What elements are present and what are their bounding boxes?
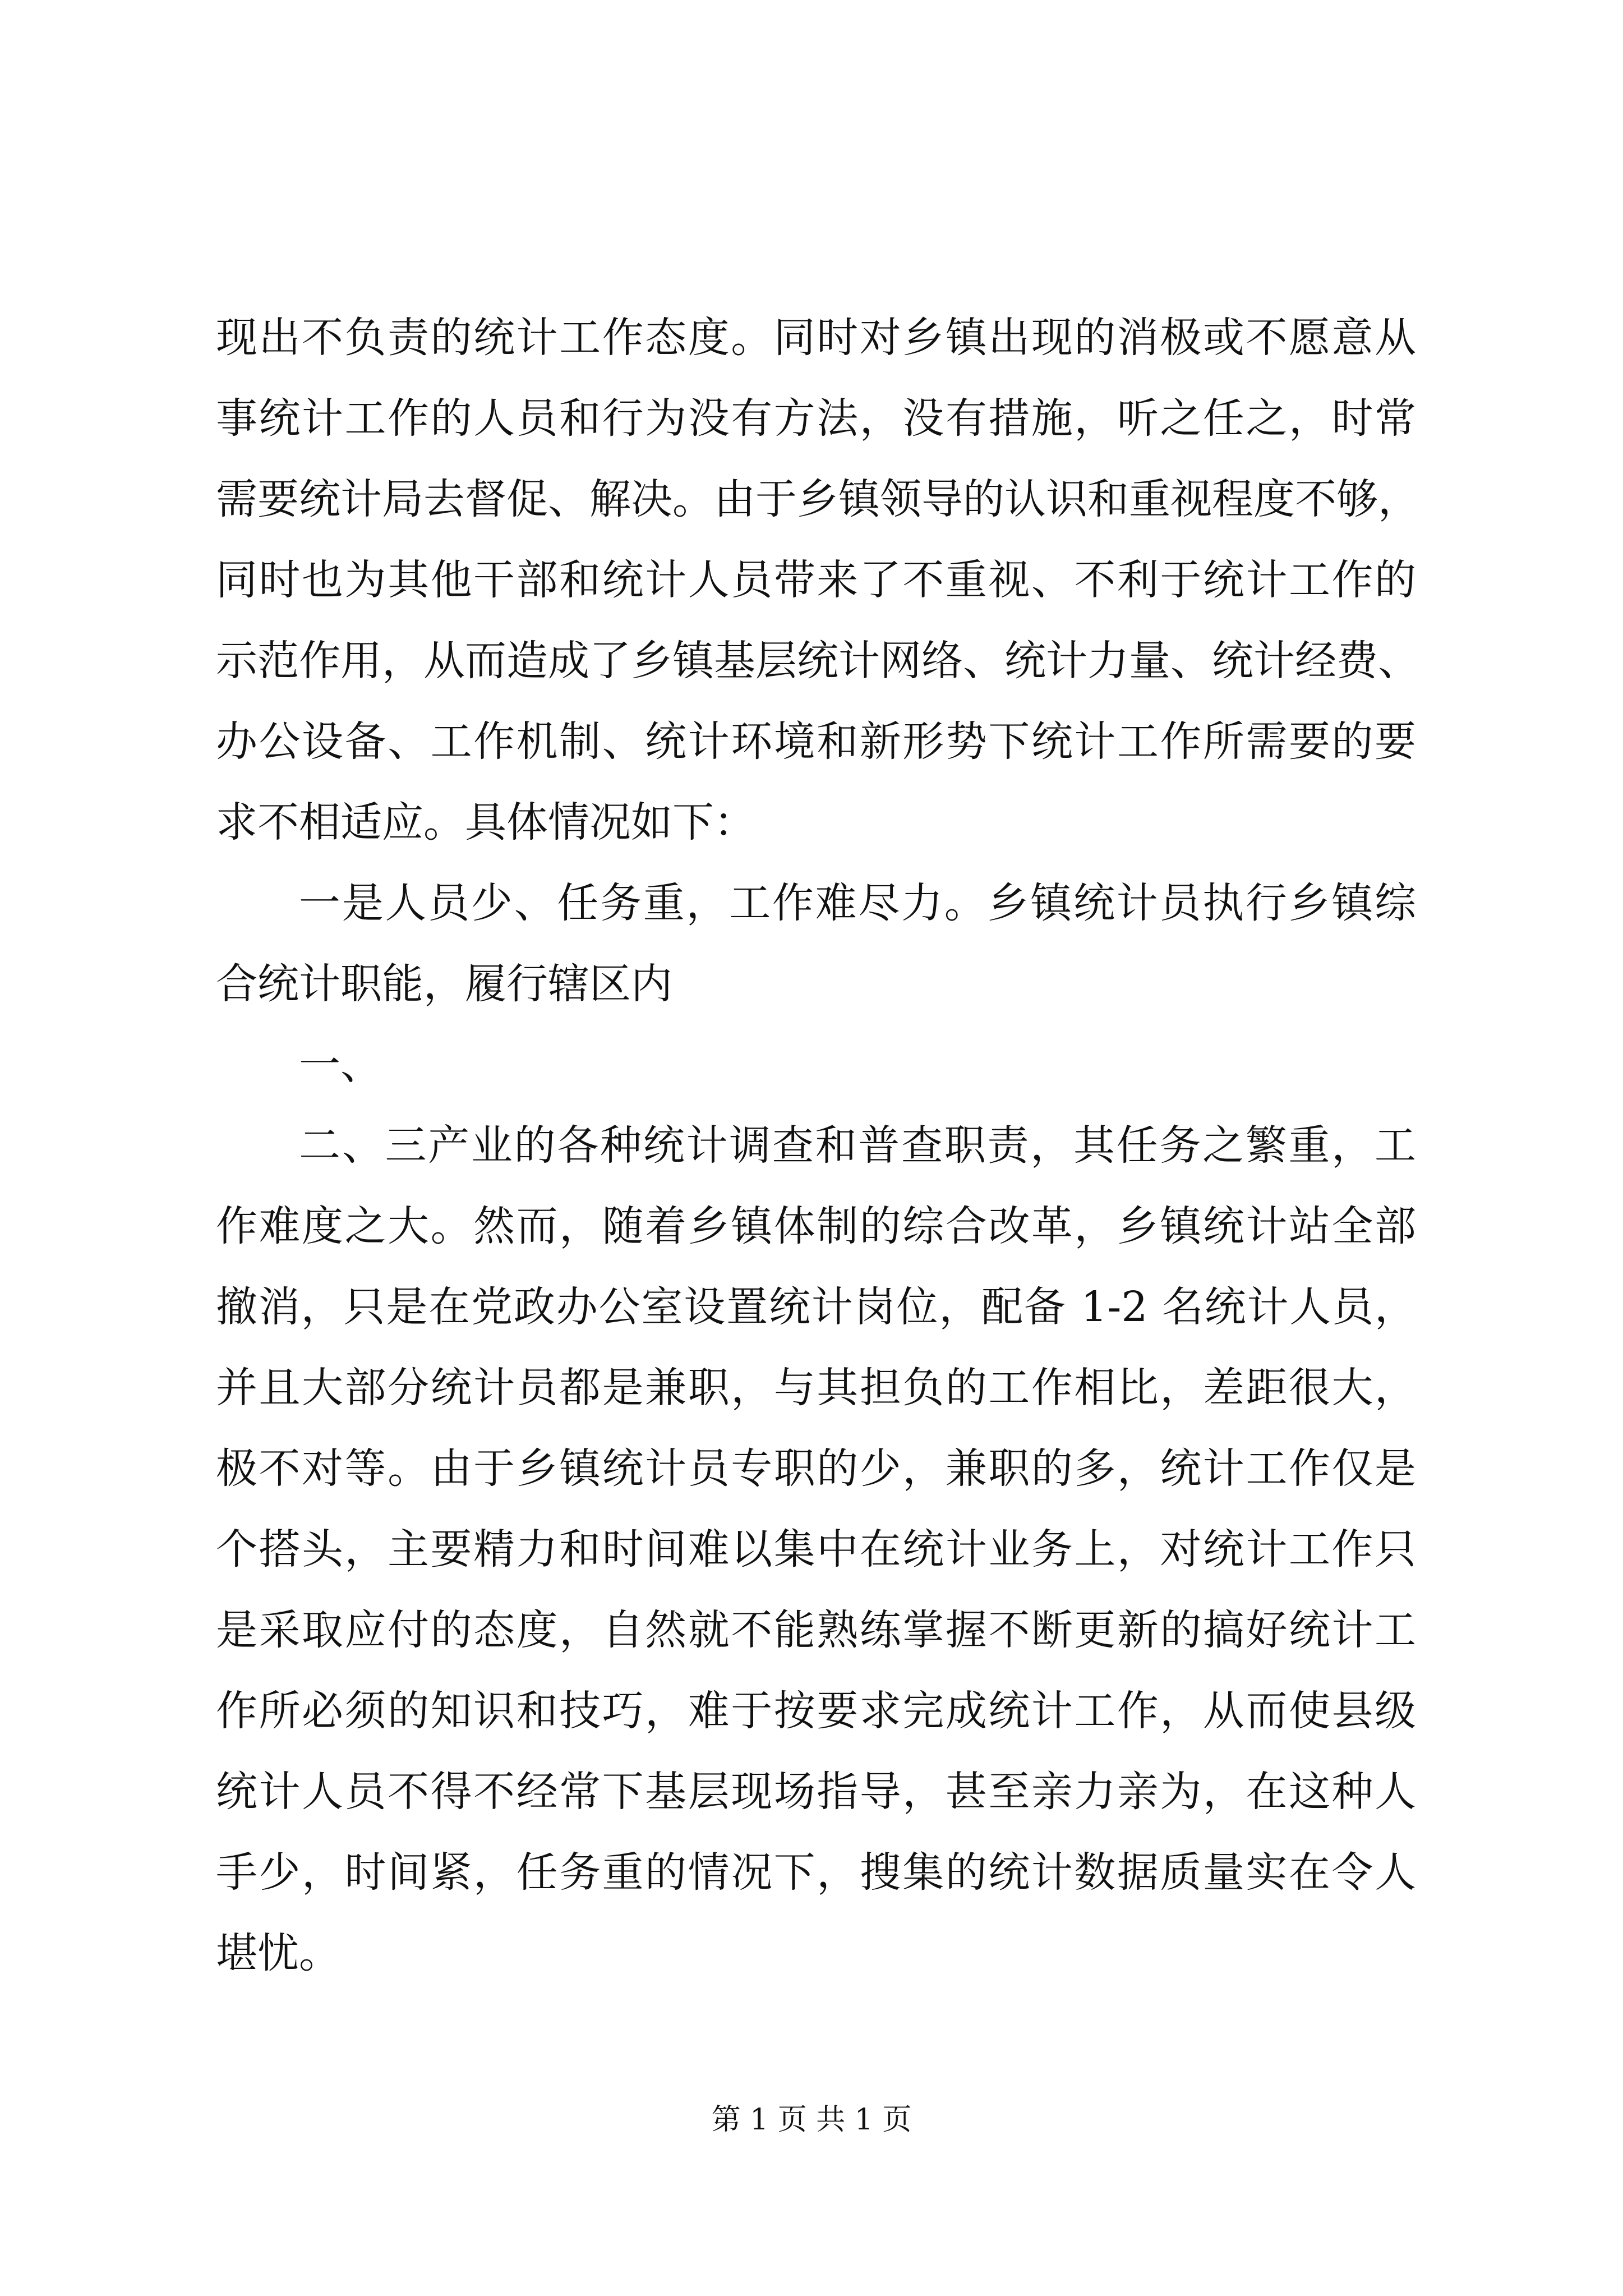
paragraph-4-line-5: 极不对等。由于乡镇统计员专职的少，兼职的多，统计工作仅是 <box>216 1444 1416 1493</box>
paragraph-1-line-1: 现出不负责的统计工作态度。同时对乡镇出现的消极或不愿意从 <box>216 314 1416 362</box>
paragraph-1-line-4: 同时也为其他干部和统计人员带来了不重视、不利于统计工作的 <box>216 556 1416 604</box>
document-body <box>216 297 1419 1994</box>
paragraph-3-line-1: 一、 <box>299 1041 382 1089</box>
paragraph-2-line-1: 一是人员少、任务重，工作难尽力。乡镇统计员执行乡镇综 <box>299 879 1416 927</box>
paragraph-1-line-3: 需要统计局去督促、解决。由于乡镇领导的认识和重视程度不够， <box>216 475 1419 523</box>
paragraph-1-line-5: 示范作用，从而造成了乡镇基层统计网络、统计力量、统计经费、 <box>216 637 1419 685</box>
paragraph-4-line-11: 堪忧。 <box>216 1929 340 1977</box>
paragraph-4-line-9: 统计人员不得不经常下基层现场指导，甚至亲力亲为，在这种人 <box>216 1768 1416 1816</box>
page-number-label: 第 1 页 共 1 页 <box>711 2103 912 2137</box>
paragraph-4-line-6: 个搭头，主要精力和时间难以集中在统计业务上，对统计工作只 <box>216 1525 1416 1573</box>
paragraph-4-line-2: 作难度之大。然而，随着乡镇体制的综合改革，乡镇统计站全部 <box>216 1202 1416 1250</box>
paragraph-1-line-6: 办公设备、工作机制、统计环境和新形势下统计工作所需要的要 <box>216 717 1416 766</box>
paragraph-4-line-7: 是采取应付的态度，自然就不能熟练掌握不断更新的搞好统计工 <box>216 1606 1416 1654</box>
paragraph-1-line-7: 求不相适应。具体情况如下： <box>216 798 755 846</box>
paragraph-4-line-8: 作所必须的知识和技巧，难于按要求完成统计工作，从而使县级 <box>216 1687 1416 1735</box>
page-footer <box>0 2100 1623 2139</box>
paragraph-4-line-3: 撤消，只是在党政办公室设置统计岗位，配备 1-2 名统计人员， <box>216 1283 1416 1331</box>
paragraph-2-line-2: 合统计职能，履行辖区内 <box>216 960 672 1008</box>
paragraph-4-line-1: 二、三产业的各种统计调查和普查职责，其任务之繁重，工 <box>299 1121 1416 1170</box>
paragraph-1-line-2: 事统计工作的人员和行为没有方法，没有措施，听之任之，时常 <box>216 394 1416 443</box>
paragraph-4-line-4: 并且大部分统计员都是兼职，与其担负的工作相比，差距很大， <box>216 1364 1416 1412</box>
paragraph-4-line-10: 手少，时间紧，任务重的情况下，搜集的统计数据质量实在令人 <box>216 1848 1416 1897</box>
